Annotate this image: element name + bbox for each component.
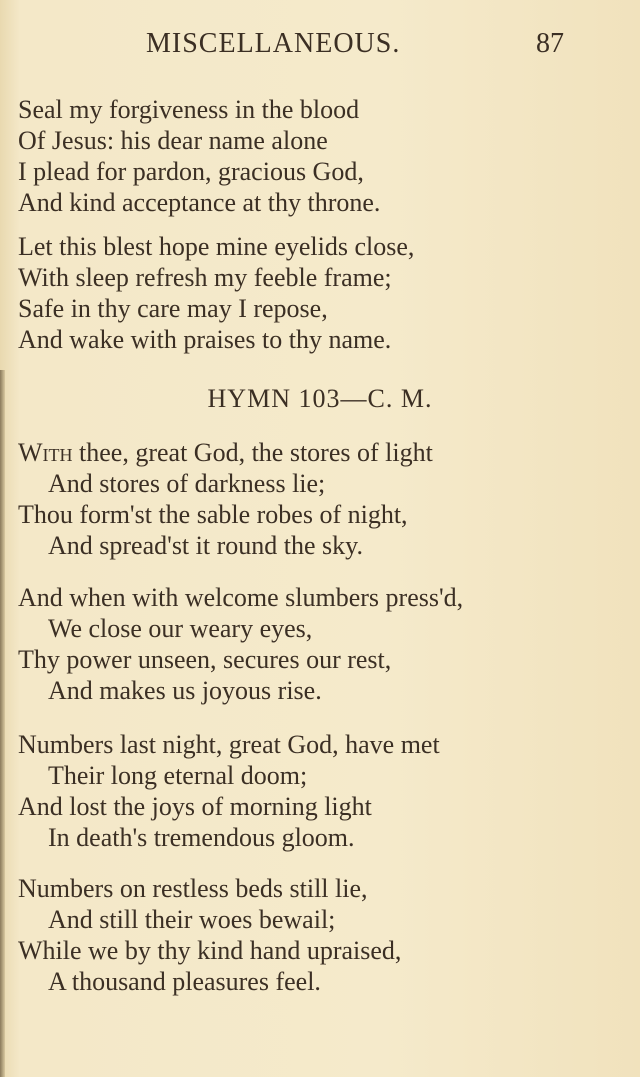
verse-line: Thy power unseen, secures our rest,	[18, 645, 392, 674]
hymn-title: HYMN 103—C. M.	[207, 384, 433, 413]
verse-line: While we by thy kind hand upraised,	[18, 936, 402, 965]
verse-line: In death's tremendous gloom.	[48, 823, 355, 852]
stanza	[18, 873, 401, 997]
verse-line: Seal my forgiveness in the blood	[18, 95, 360, 124]
verse-line: We close our weary eyes,	[48, 614, 313, 643]
running-header	[0, 28, 640, 68]
verse-line	[18, 437, 433, 468]
verse-line: And wake with praises to thy name.	[18, 325, 392, 354]
verse-line: Of Jesus: his dear name alone	[18, 126, 328, 155]
verse-line: Let this blest hope mine eyelids close,	[18, 232, 415, 261]
verse-line: And kind acceptance at thy throne.	[18, 188, 381, 217]
stanza	[18, 582, 463, 706]
verse-line: Numbers last night, great God, have met	[18, 730, 440, 759]
page-number: 87	[536, 28, 564, 59]
verse-line: I plead for pardon, gracious God,	[18, 157, 364, 186]
stanza	[18, 729, 440, 853]
running-title: MISCELLANEOUS.	[146, 28, 401, 59]
verse-line: Safe in thy care may I repose,	[18, 294, 328, 323]
verse-line: Numbers on restless beds still lie,	[18, 874, 368, 903]
verse-line: Their long eternal doom;	[48, 761, 308, 790]
page-edge	[0, 370, 5, 1077]
verse-line: With sleep refresh my feeble frame;	[18, 263, 392, 292]
stanza	[18, 94, 380, 218]
verse-line: And stores of darkness lie;	[48, 469, 326, 498]
stanza	[18, 437, 433, 561]
verse-line: And when with welcome slumbers press'd,	[18, 583, 464, 612]
verse-line: Thou form'st the sable robes of night,	[18, 500, 408, 529]
first-line-rest: thee, great God, the stores of light	[72, 438, 433, 467]
verse-line: And still their woes bewail;	[48, 905, 336, 934]
verse-line: And makes us joyous rise.	[48, 676, 322, 705]
first-word: With	[18, 438, 73, 467]
verse-line: And lost the joys of morning light	[18, 792, 372, 821]
stanza	[18, 231, 414, 355]
verse-line: A thousand pleasures feel.	[48, 967, 321, 996]
verse-line: And spread'st it round the sky.	[48, 531, 363, 560]
